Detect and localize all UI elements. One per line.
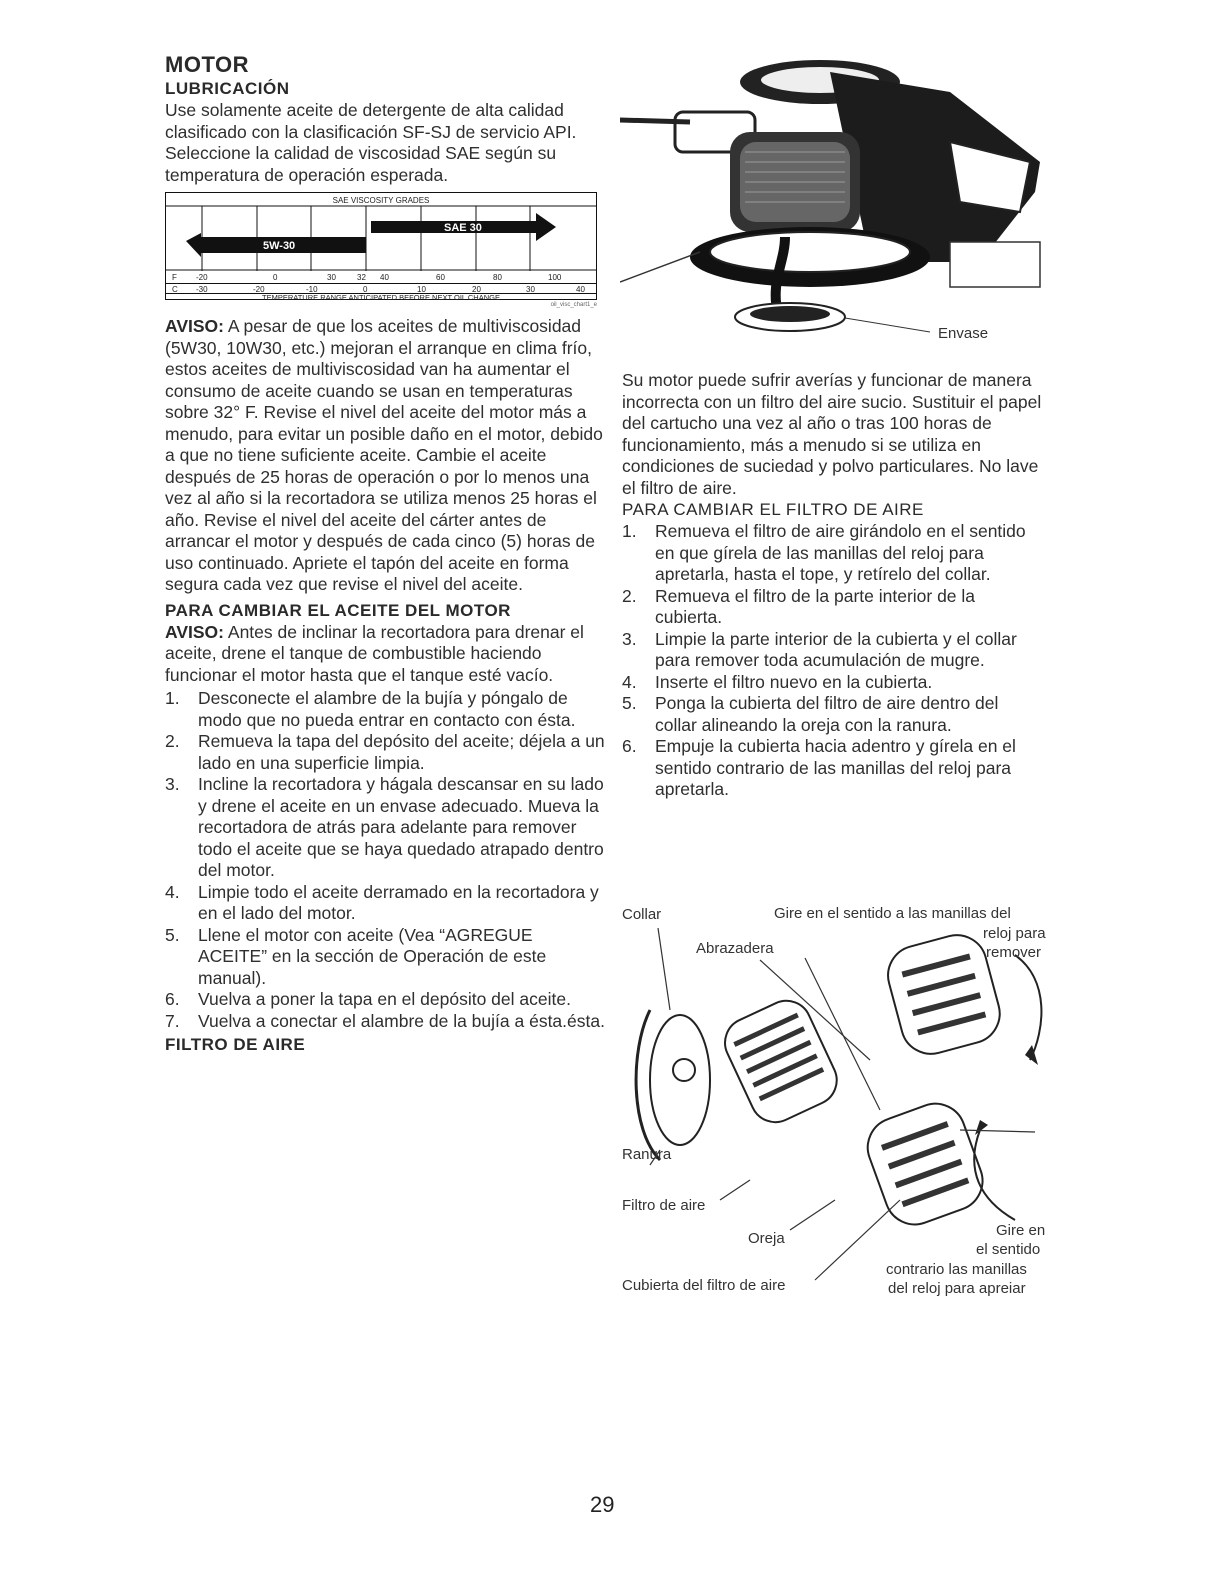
list-item: 1. Remueva el filtro de aire girándolo en el sentido en que gírela de las manillas del reloj para apretarla, hasta el tope, y retírelo del collar.: [622, 521, 1026, 584]
f-tick: 100: [548, 273, 562, 282]
c-tick: 30: [526, 285, 535, 294]
aviso-label: AVISO:: [165, 316, 224, 336]
viscosity-chart: [165, 192, 597, 300]
sae30-label: SAE 30: [444, 222, 482, 234]
list-item: 3. Incline la recortadora y hágala descansar en su lado y drene el aceite en un envase adecuado. Mueva la recortadora de atrás para adelante para remover todo el aceite que se haya quedado atrapado dentro del motor.: [165, 774, 604, 880]
filtro-heading: FILTRO DE AIRE: [165, 1035, 306, 1054]
c-tick: -10: [306, 285, 318, 294]
c-row-label: C: [172, 285, 178, 294]
c-tick: 0: [363, 285, 368, 294]
aviso2-text: Antes de inclinar la recortadora para drenar el aceite, drene el tanque de combustible haciendo funcionar el motor hasta que el tanque esté vacío.: [165, 621, 584, 685]
f-row-label: F: [172, 273, 177, 282]
chart-footer: TEMPERATURE RANGE ANTICIPATED BEFORE NEXT OIL CHANGE: [166, 293, 596, 301]
collar-label: Collar: [622, 906, 662, 923]
oreja-label: Oreja: [748, 1230, 785, 1247]
filtro-text: Su motor puede sufrir averías y funcionar de manera incorrecta con un filtro del aire sucio. Sustituir el papel del cartucho una vez al año o tras 100 horas de funcionamiento, más a menudo si se utiliza en condiciones de suciedad y polvo particulares. No lave el filtro de aire.: [622, 370, 1042, 498]
gire-bot-line2: el sentido: [976, 1241, 1041, 1258]
f-tick: 0: [273, 273, 278, 282]
c-tick: -30: [196, 285, 208, 294]
envase-label: Envase: [938, 325, 989, 342]
chart-code: oil_visc_chart1_e: [550, 302, 597, 308]
abrazadera-label: Abrazadera: [696, 940, 774, 957]
list-item: 3. Limpie la parte interior de la cubierta y el collar para remover toda acumulación de mugre.: [622, 628, 1017, 670]
list-item: 4. Inserte el filtro nuevo en la cubierta.: [622, 671, 933, 692]
aviso2-label: AVISO:: [165, 621, 224, 642]
list-item: 2. Remueva el filtro de la parte interior de la cubierta.: [622, 585, 976, 627]
f-tick: 60: [436, 273, 445, 282]
list-item: 6. Vuelva a poner la tapa en el depósito del aceite.: [165, 989, 571, 1009]
gire-bot-line1: Gire en: [996, 1222, 1046, 1239]
gire-bot-line4: del reloj para apreiar: [888, 1280, 1026, 1297]
ranura-label: Ranura: [622, 1146, 672, 1163]
list-item: 6. Empuje la cubierta hacia adentro y gírela en el sentido contrario de las manillas del reloj para apretarla.: [622, 736, 1016, 799]
list-item: 5. Ponga la cubierta del filtro de aire dentro del collar alineando la oreja con la ranura.: [622, 693, 999, 735]
filter-steps: [622, 521, 1042, 801]
cubierta-label: Cubierta del filtro de aire: [622, 1277, 786, 1294]
engine-drain-illustration: [620, 52, 1050, 342]
lubricacion-heading: LUBRICACIÓN: [165, 79, 290, 98]
lubricacion-text: Use solamente aceite de detergente de alta calidad clasificado con la clasificación SF-SJ de servicio API. Seleccione la calidad de viscosidad SAE según su temperatura de operación esperada.: [165, 100, 577, 185]
viscosity-chart-title: SAE VISCOSITY GRADES: [332, 196, 430, 205]
f-tick: 32: [357, 273, 366, 282]
f-tick: -20: [196, 273, 208, 282]
c-tick: 10: [417, 285, 426, 294]
cambiar-aceite-heading: PARA CAMBIAR EL ACEITE DEL MOTOR: [165, 600, 511, 620]
aviso-text: A pesar de que los aceites de multiviscosidad (5W30, 10W30, etc.) mejoran el arranque en clima frío, estos aceites de multiviscosidad van ha aumentar el consumo de aceite cuando se usan en temperaturas sobre 32° F. Revise el nivel del aceite del motor más a menudo, para evitar un posible daño en el motor, debido a que no tiene suficiente aceite. Cambie el aceite después de 25 horas de operación o por lo menos una vez al año si la recortadora se utiliza menos 25 horas el año. Revise el nivel del aceite del cárter antes de arrancar el motor y después de cada cinco (5) horas de uso continuado. Apriete el tapón del aceite en forma segura cada vez que revise el nivel del aceite.: [165, 316, 603, 594]
list-item: 7. Vuelva a conectar el alambre de la bujía a ésta.ésta.: [165, 1010, 605, 1031]
gire-top-line2: reloj para: [983, 925, 1046, 942]
oil-change-steps: [165, 688, 605, 1032]
cambiar-filtro-heading: PARA CAMBIAR EL FILTRO DE AIRE: [622, 500, 924, 519]
list-item: 5. Llene el motor con aceite (Vea “AGREGUE ACEITE” en la sección de Operación de este manual).: [165, 924, 547, 988]
list-item: 4. Limpie todo el aceite derramado en la recortadora y en el lado del motor.: [165, 881, 599, 923]
page-number: 29: [590, 1492, 615, 1517]
gire-top-line3: remover: [986, 944, 1042, 961]
left-column: [165, 52, 605, 1056]
aviso2-paragraph: [165, 622, 605, 687]
5w30-label: 5W-30: [263, 240, 296, 252]
c-tick: 40: [576, 285, 585, 294]
list-item: 2. Remueva la tapa del depósito del aceite; déjela a un lado en una superficie limpia.: [165, 731, 605, 773]
aviso-paragraph: [165, 316, 605, 596]
c-tick: -20: [253, 285, 265, 294]
chart-divider: [166, 283, 596, 284]
c-tick: 20: [472, 285, 481, 294]
viscosity-bars: [166, 205, 596, 271]
section-title: MOTOR: [165, 52, 249, 77]
filtro-label: Filtro de aire: [622, 1197, 706, 1214]
f-tick: 30: [327, 273, 336, 282]
gire-top-line1: Gire en el sentido a las manillas del: [774, 905, 1011, 922]
right-column: [622, 370, 1042, 801]
f-tick: 80: [493, 273, 502, 282]
gire-bot-line3: contrario las manillas: [886, 1261, 1027, 1278]
list-item: 1. Desconecte el alambre de la bujía y póngalo de modo que no pueda entrar en contacto con ésta.: [165, 688, 576, 730]
f-tick: 40: [380, 273, 389, 282]
